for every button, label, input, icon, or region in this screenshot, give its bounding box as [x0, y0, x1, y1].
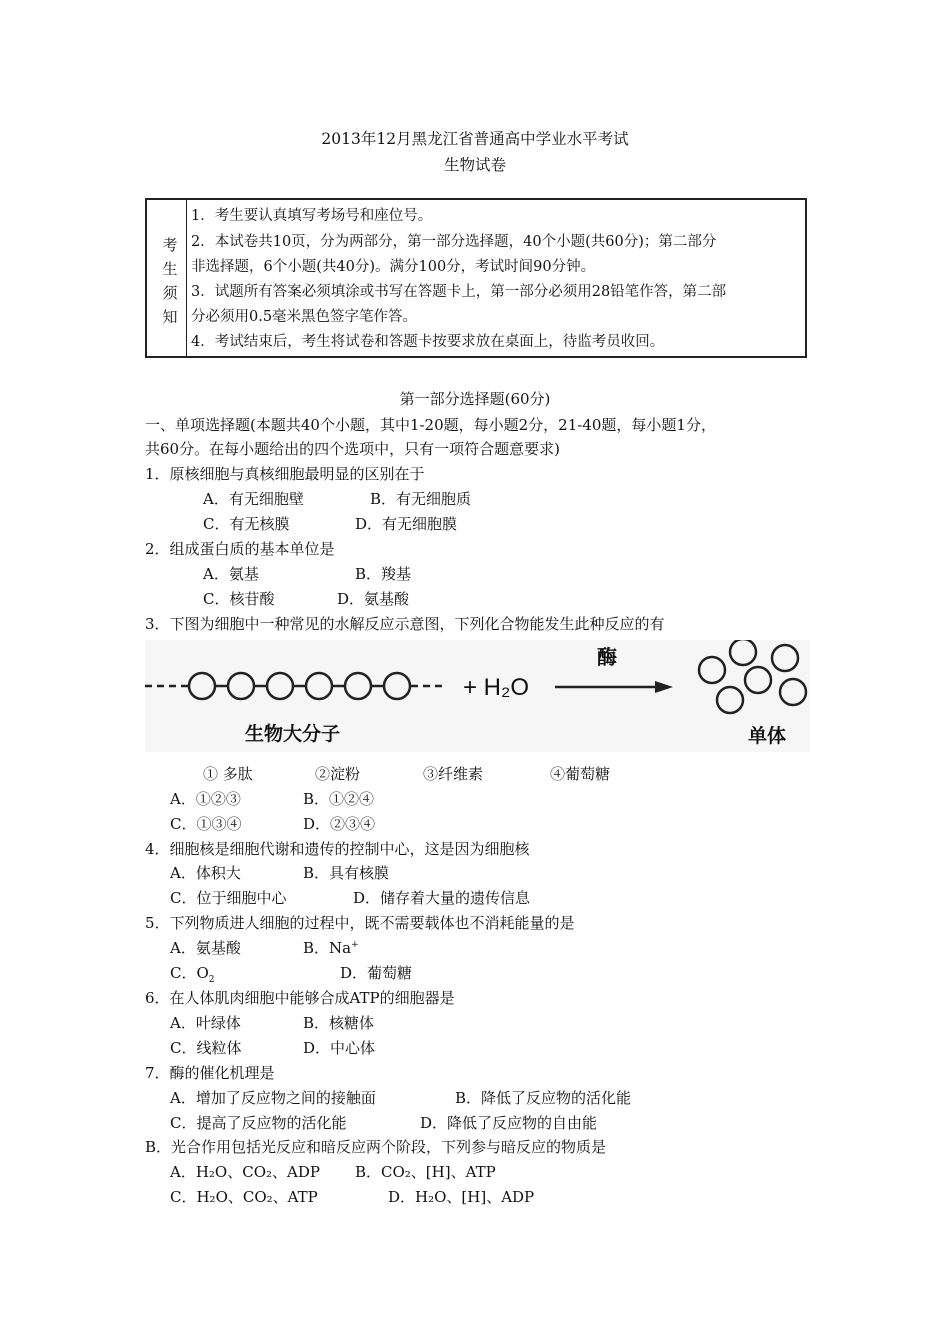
question-1-option-a: A．有无细胞壁	[203, 490, 304, 508]
notice-label-char: 生	[162, 260, 178, 278]
question-4-option-d: D．储存着大量的遗传信息	[353, 889, 531, 907]
page-title: 2013年12月黑龙江省普通高中学业水平考试	[321, 130, 629, 148]
exam-notice-box	[145, 198, 807, 358]
part1-heading: 第一部分选择题(60分)	[399, 390, 551, 408]
question-3-item: ① 多肽	[203, 765, 253, 783]
section-intro: 共60分。在每小题给出的四个选项中，只有一项符合题意要求)	[145, 440, 560, 458]
question-4-option-a: A．体积大	[170, 864, 241, 882]
question-7-stem: 7．酶的催化机理是	[145, 1064, 275, 1082]
question-2-option-b: B．羧基	[355, 565, 412, 583]
question-7-option-d: D．降低了反应物的自由能	[420, 1114, 598, 1132]
question-3-stem: 3．下图为细胞中一种常见的水解反应示意图，下列化合物能发生此种反应的有	[145, 615, 665, 633]
water-label: + H₂O	[463, 674, 529, 701]
subscript: 2	[208, 975, 215, 985]
notice-item: 4．考试结束后，考生将试卷和答题卡按要求放在桌面上，待监考员收回。	[191, 334, 665, 350]
question-5-option-a: A．氨基酸	[170, 939, 241, 957]
macromolecule-label: 生物大分子	[245, 723, 341, 745]
question-7-option-c: C．提高了反应物的活化能	[170, 1114, 347, 1132]
question-4-option-b: B．具有核膜	[303, 864, 390, 882]
question-3-option-c: C．①③④	[170, 815, 242, 833]
question-7-option-b: B．降低了反应物的活化能	[455, 1089, 632, 1107]
question-2-option-c: C．核苷酸	[203, 590, 275, 608]
question-6-option-b: B．核糖体	[303, 1014, 375, 1032]
notice-item: 1．考生要认真填写考场号和座位号。	[191, 208, 433, 224]
enzyme-label: 酶	[597, 645, 617, 669]
question-1-option-c: C．有无核膜	[203, 515, 290, 533]
question-8-option-c: C．H₂O、CO₂、ATP	[170, 1188, 318, 1206]
question-1-stem: 1．原核细胞与真核细胞最明显的区别在于	[145, 465, 425, 483]
notice-label-char: 考	[162, 236, 178, 254]
question-4-option-c: C．位于细胞中心	[170, 889, 287, 907]
monomer-label: 单体	[748, 725, 787, 747]
question-2-stem: 2．组成蛋白质的基本单位是	[145, 540, 335, 558]
question-3-option-d: D．②③④	[303, 815, 376, 833]
option-b-text: B．Na	[303, 939, 352, 957]
notice-item: 2．本试卷共10页，分为两部分，第一部分选择题，40个小题(共60分)；第二部分	[191, 234, 717, 250]
question-3-item: ②淀粉	[315, 765, 361, 783]
question-3-item: ③纤维素	[423, 765, 484, 783]
question-6-option-d: D．中心体	[303, 1039, 376, 1057]
question-2-option-d: D．氨基酸	[337, 590, 410, 608]
notice-label-char: 知	[162, 308, 178, 326]
question-5-option-b	[303, 937, 359, 958]
question-6-option-a: A．叶绿体	[170, 1014, 241, 1032]
question-2-option-a: A．氨基	[203, 565, 259, 583]
page-subtitle: 生物试卷	[443, 156, 506, 174]
section-intro: 一、单项选择题(本题共40个小题，其中1-20题，每小题2分，21-40题，每小题1分，	[145, 416, 716, 434]
option-c-text: C．O	[170, 964, 209, 982]
question-6-stem: 6．在人体肌肉细胞中能够合成ATP的细胞器是	[145, 989, 455, 1007]
notice-label	[147, 200, 187, 356]
question-8-stem: B．光合作用包括光反应和暗反应两个阶段，下列参与暗反应的物质是	[145, 1138, 607, 1156]
notice-label-char: 须	[162, 284, 178, 302]
notice-item: 分必须用0.5毫米黑色签字笔作答。	[191, 309, 418, 325]
question-5-stem: 5．下列物质进人细胞的过程中，既不需要载体也不消耗能量的是	[145, 914, 575, 932]
question-3-item: ④葡萄糖	[550, 765, 611, 783]
question-5-option-c	[170, 962, 215, 985]
question-3-option-a: A．①②③	[170, 790, 241, 808]
question-1-option-b: B．有无细胞质	[370, 490, 472, 508]
hydrolysis-diagram	[145, 640, 810, 752]
charge-superscript: +	[351, 940, 359, 950]
question-8-option-d: D．H₂O、[H]、ADP	[388, 1188, 535, 1206]
question-1-option-d: D．有无细胞膜	[355, 515, 458, 533]
question-7-option-a: A．增加了反应物之间的接触面	[170, 1089, 376, 1107]
question-8-option-b: B．CO₂、[H]、ATP	[355, 1163, 496, 1181]
question-8-option-a: A．H₂O、CO₂、ADP	[170, 1163, 320, 1181]
notice-item: 非选择题，6个小题(共40分)。满分100分，考试时间90分钟。	[191, 259, 596, 275]
question-4-stem: 4．细胞核是细胞代谢和遗传的控制中心，这是因为细胞核	[145, 840, 530, 858]
notice-item: 3．试题所有答案必须填涂或书写在答题卡上，第一部分必须用28铅笔作答，第二部	[191, 284, 727, 300]
question-5-option-d: D．葡萄糖	[340, 964, 413, 982]
question-6-option-c: C．线粒体	[170, 1039, 242, 1057]
question-3-option-b: B．①②④	[303, 790, 375, 808]
